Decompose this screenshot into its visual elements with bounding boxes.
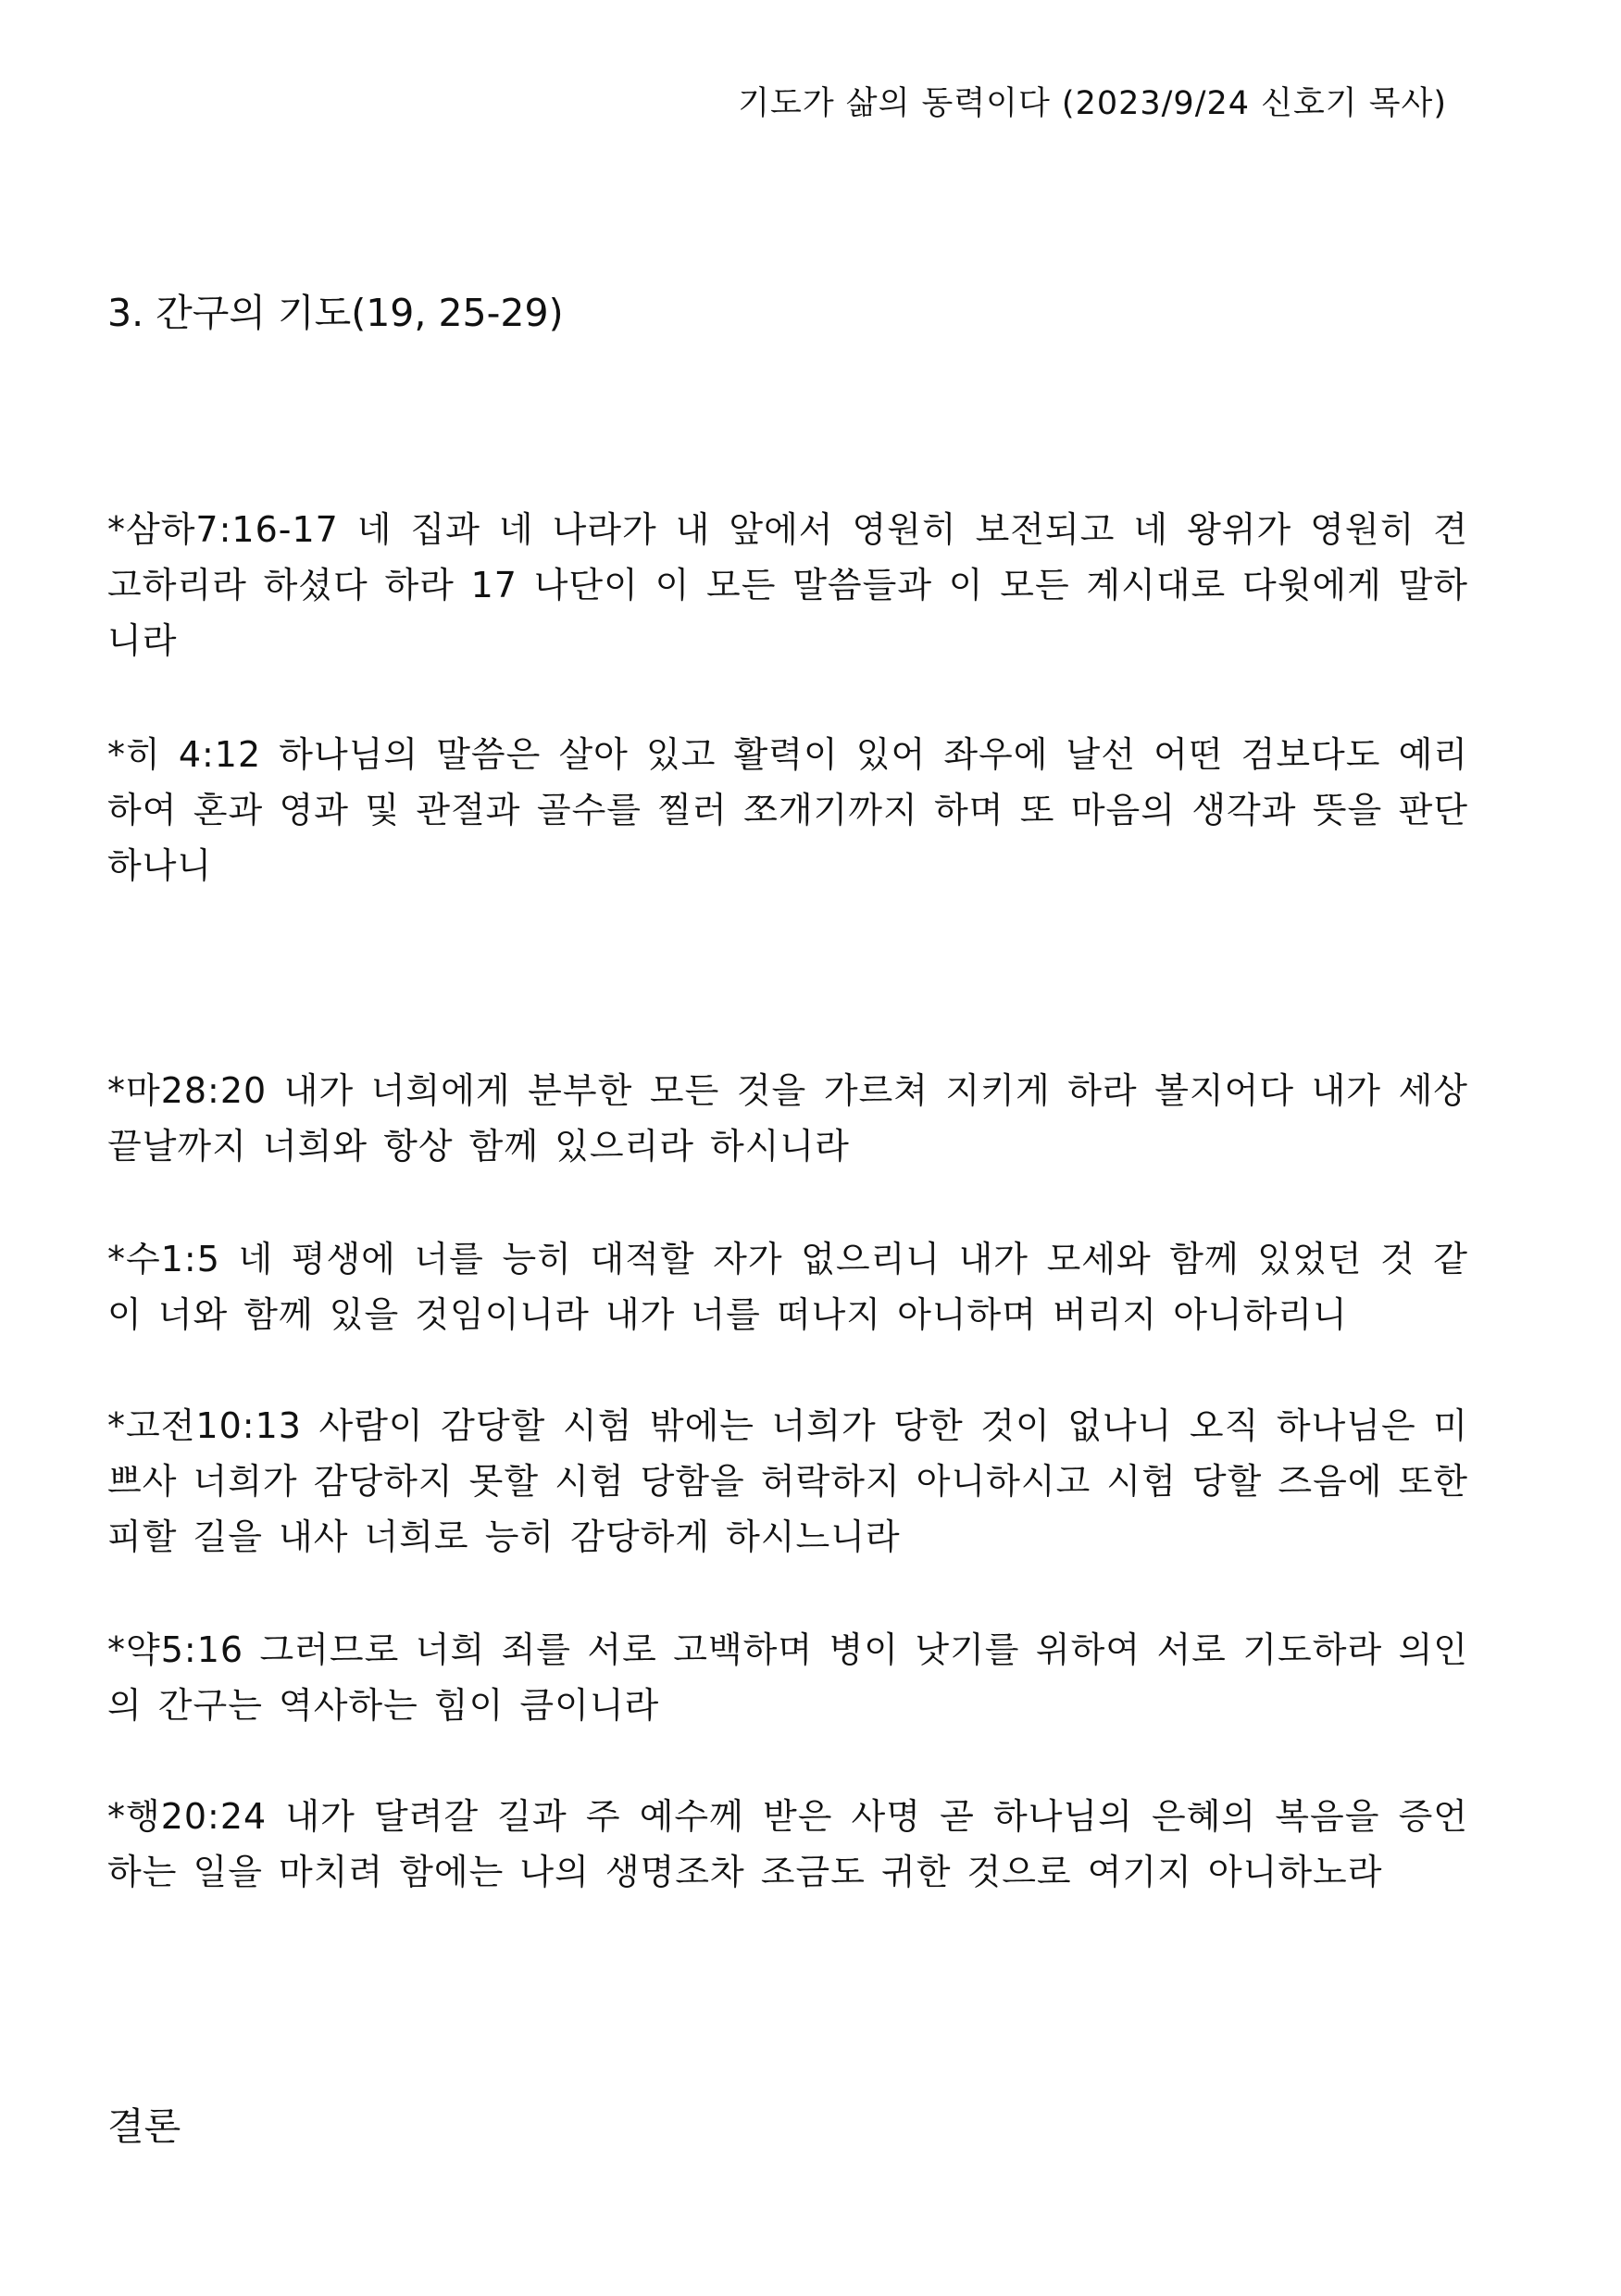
verse-corinthians: *고전10:13 사람이 감당할 시험 밖에는 너희가 당한 것이 없나니 오직 하나님은 미쁘사 너희가 감당하지 못할 시험 당함을 허락하지 아니하시고 시험 당할 즈음에 또한 피할 길을 내사 너희로 능히 감당하게 하시느니라 [107, 1405, 1468, 1557]
verse-samuel: *삼하7:16-17 네 집과 네 나라가 내 앞에서 영원히 보전되고 네 왕위가 영원히 견고하리라 하셨다 하라 17 나단이 이 모든 말씀들과 이 모든 계시대로 다윗에게 말하니라 [107, 509, 1468, 661]
conclusion-heading: 결론 [107, 2104, 181, 2149]
verse-matthew: *마28:20 내가 너희에게 분부한 모든 것을 가르쳐 지키게 하라 볼지어다 내가 세상 끝날까지 너희와 항상 함께 있으리라 하시니라 [107, 1070, 1468, 1167]
verse-james: *약5:16 그러므로 너희 죄를 서로 고백하며 병이 낫기를 위하여 서로 기도하라 의인의 간구는 역사하는 힘이 큼이니라 [107, 1629, 1468, 1726]
verse-hebrews: *히 4:12 하나님의 말씀은 살아 있고 활력이 있어 좌우에 날선 어떤 검보다도 예리하여 혼과 영과 및 관절과 골수를 찔러 쪼개기까지 하며 또 마음의 생각과 뜻을 판단하나니 [107, 734, 1468, 886]
page-header: 기도가 삶의 동력이다 (2023/9/24 신호기 목사) [738, 85, 1447, 122]
verse-joshua: *수1:5 네 평생에 너를 능히 대적할 자가 없으리니 내가 모세와 함께 있었던 것 같이 너와 함께 있을 것임이니라 내가 너를 떠나지 아니하며 버리지 아니하리니 [107, 1239, 1468, 1335]
section-title: 3. 간구의 기도(19, 25-29) [107, 291, 564, 335]
verse-acts: *행20:24 내가 달려갈 길과 주 예수께 받은 사명 곧 하나님의 은혜의 복음을 증언하는 일을 마치려 함에는 나의 생명조차 조금도 귀한 것으로 여기지 아니하노라 [107, 1796, 1468, 1892]
